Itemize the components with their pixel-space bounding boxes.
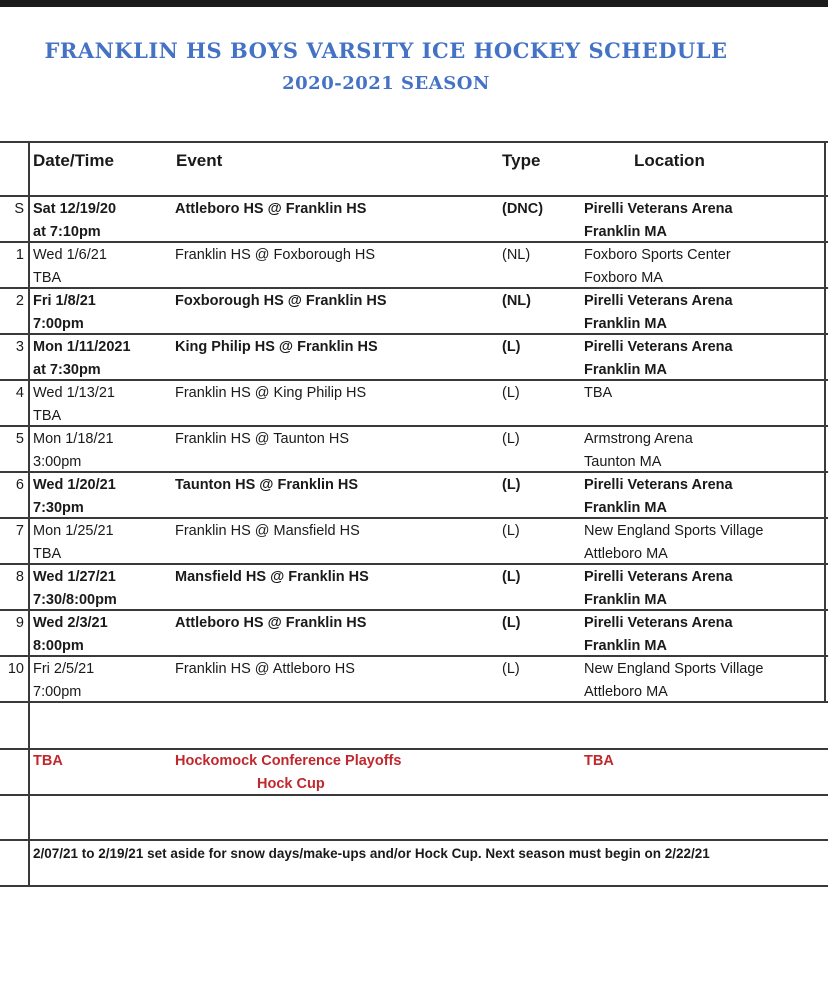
table-right-border: [824, 141, 826, 703]
game-location-city: Taunton MA: [584, 454, 662, 470]
game-event: King Philip HS @ Franklin HS: [175, 339, 378, 355]
game-location-city: Franklin MA: [584, 592, 667, 608]
game-location-city: Foxboro MA: [584, 270, 663, 286]
game-type: (NL): [502, 247, 531, 263]
game-event: Foxborough HS @ Franklin HS: [175, 293, 387, 309]
game-time: TBA: [33, 270, 62, 286]
game-date: Wed 1/6/21: [33, 247, 107, 263]
game-number: 10: [7, 661, 24, 677]
game-location: TBA: [584, 385, 613, 401]
game-event: Franklin HS @ Mansfield HS: [175, 523, 360, 539]
header-event: Event: [176, 151, 223, 170]
game-location-city: Franklin MA: [584, 224, 667, 240]
game-number: 3: [15, 339, 24, 355]
game-event: Taunton HS @ Franklin HS: [175, 477, 359, 493]
game-date: Wed 1/13/21: [33, 385, 115, 401]
row-border: [0, 287, 828, 289]
game-type: (L): [502, 431, 520, 447]
game-event: Attleboro HS @ Franklin HS: [175, 201, 367, 217]
game-event: Mansfield HS @ Franklin HS: [175, 569, 369, 585]
game-date: Mon 1/11/2021: [33, 339, 131, 355]
game-number: 7: [15, 523, 24, 539]
row-border: [0, 241, 828, 243]
game-location: Pirelli Veterans Arena: [584, 615, 733, 631]
game-number: S: [14, 201, 24, 217]
game-location-city: Franklin MA: [584, 316, 667, 332]
game-time: at 7:30pm: [33, 362, 101, 378]
table-bottom-border: [0, 885, 828, 887]
game-event: Franklin HS @ King Philip HS: [175, 385, 367, 401]
playoffs-date: TBA: [33, 753, 63, 769]
game-location: Foxboro Sports Center: [584, 247, 731, 263]
top-bar: [0, 0, 828, 7]
schedule-table: [0, 141, 828, 887]
header-date: Date/Time: [33, 151, 114, 170]
game-location-city: Franklin MA: [584, 638, 667, 654]
game-event: Franklin HS @ Attleboro HS: [175, 661, 355, 677]
row-border: [0, 471, 828, 473]
game-date: Wed 1/27/21: [33, 569, 116, 585]
playoffs-event-cup: Hock Cup: [257, 776, 325, 792]
row-border: [0, 655, 828, 657]
game-number: 6: [15, 477, 24, 493]
column-divider: [28, 141, 30, 887]
game-event: Franklin HS @ Taunton HS: [175, 431, 350, 447]
header-bottom-border: [0, 195, 828, 197]
game-location-city: Franklin MA: [584, 500, 667, 516]
row-border: [0, 517, 828, 519]
game-type: (L): [502, 615, 521, 631]
game-date: Wed 2/3/21: [33, 615, 108, 631]
game-location: New England Sports Village: [584, 661, 764, 677]
game-time: 7:00pm: [33, 684, 82, 700]
game-time: 8:00pm: [33, 638, 84, 654]
game-type: (L): [502, 661, 520, 677]
game-location: Pirelli Veterans Arena: [584, 201, 733, 217]
game-type: (L): [502, 385, 520, 401]
playoffs-location: TBA: [584, 753, 614, 769]
game-date: Fri 1/8/21: [33, 293, 96, 309]
game-type: (L): [502, 339, 521, 355]
row-border: [0, 794, 828, 796]
table-top-border: [0, 141, 828, 143]
game-event: Attleboro HS @ Franklin HS: [175, 615, 367, 631]
game-type: (L): [502, 569, 521, 585]
header-type: Type: [502, 151, 541, 170]
page-title: FRANKLIN HS BOYS VARSITY ICE HOCKEY SCHEDULE: [44, 38, 728, 63]
game-location-city: Attleboro MA: [584, 684, 668, 700]
game-number: 9: [15, 615, 24, 631]
game-location: Pirelli Veterans Arena: [584, 339, 733, 355]
row-border: [0, 839, 828, 841]
game-date: Mon 1/25/21: [33, 523, 114, 539]
row-border: [0, 563, 828, 565]
row-border: [0, 333, 828, 335]
game-type: (L): [502, 523, 520, 539]
season-subtitle: 2020-2021 SEASON: [282, 73, 490, 94]
game-number: 8: [15, 569, 24, 585]
row-border: [0, 379, 828, 381]
game-date: Sat 12/19/20: [33, 201, 117, 217]
game-time: 7:00pm: [33, 316, 84, 332]
game-number: 2: [15, 293, 24, 309]
game-number: 4: [15, 385, 24, 401]
game-location: Pirelli Veterans Arena: [584, 569, 733, 585]
game-time: 7:30/8:00pm: [33, 592, 117, 608]
game-date: Fri 2/5/21: [33, 661, 95, 677]
game-time: at 7:10pm: [33, 224, 101, 240]
row-border: [0, 609, 828, 611]
game-location-city: Attleboro MA: [584, 546, 668, 562]
game-time: TBA: [33, 408, 62, 424]
playoffs-event: Hockomock Conference Playoffs: [175, 753, 402, 769]
row-border: [0, 425, 828, 427]
row-border: [0, 748, 828, 750]
game-location: New England Sports Village: [584, 523, 764, 539]
game-number: 5: [15, 431, 24, 447]
row-border: [0, 701, 828, 703]
header-location: Location: [634, 151, 705, 170]
game-time: TBA: [33, 546, 62, 562]
game-type: (DNC): [502, 201, 544, 217]
game-date: Mon 1/18/21: [33, 431, 114, 447]
game-event: Franklin HS @ Foxborough HS: [175, 247, 376, 263]
game-time: 7:30pm: [33, 500, 84, 516]
game-location: Armstrong Arena: [584, 431, 693, 447]
game-type: (L): [502, 477, 521, 493]
game-time: 3:00pm: [33, 454, 82, 470]
game-number: 1: [15, 247, 24, 263]
game-type: (NL): [502, 293, 531, 309]
game-location-city: Franklin MA: [584, 362, 667, 378]
game-location: Pirelli Veterans Arena: [584, 477, 733, 493]
game-date: Wed 1/20/21: [33, 477, 116, 493]
schedule-note: 2/07/21 to 2/19/21 set aside for snow days/make-ups and/or Hock Cup. Next season must begin on 2/22/21: [33, 846, 710, 861]
game-location: Pirelli Veterans Arena: [584, 293, 733, 309]
